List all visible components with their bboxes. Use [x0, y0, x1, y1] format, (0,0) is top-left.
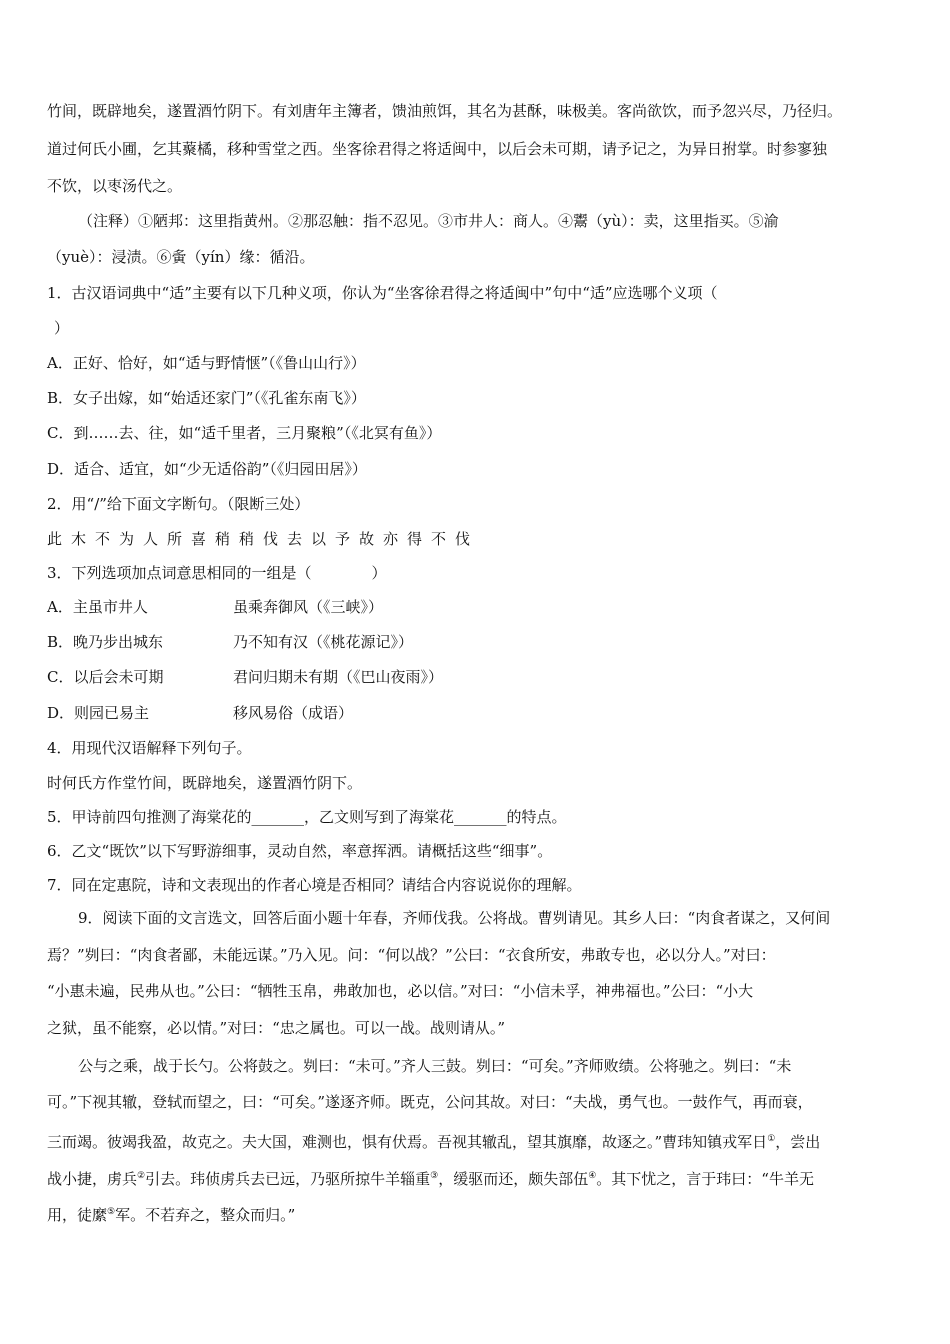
text-line: 竹间，既辟地矣，遂置酒竹阴下。有刘唐年主簿者，馈油煎饵，其名为甚酥，味极美。客尚欲饮，而予忽兴尽，乃径归。: [47, 102, 843, 120]
option-d-compare: 移风易俗（成语）: [233, 704, 354, 722]
text-line: 之狱，虽不能察，必以情。”对曰：“忠之属也。可以一战。战则请从。”: [47, 1019, 506, 1037]
option-a-compare: 虽乘奔御风（《三峡》）: [233, 598, 384, 616]
text-line: 不饮，以枣汤代之。: [47, 177, 183, 195]
option-c: C．以后会未可期: [47, 668, 164, 686]
question-stem: 3．下列选项加点词意思相同的一组是（ ）: [47, 564, 387, 582]
footnote-mark: ⑤: [107, 1207, 116, 1217]
text-line: “小惠未遍，民弗从也。”公曰：“牺牲玉帛，弗敢加也，必以信。”对曰：“小信未孚，神弗福也。”公曰：“小大: [47, 982, 754, 1000]
option-b-compare: 乃不知有汉（《桃花源记》）: [233, 633, 414, 651]
text-line: 公与之乘，战于长勺。公将鼓之。刿曰：“未可。”齐人三鼓。刿曰：“可矣。”齐师败绩。公将驰之。刿曰：“未: [78, 1057, 792, 1075]
text-line: 用，徒縻⑤军。不若弃之，整众而归。”: [47, 1206, 296, 1224]
text-line: 9．阅读下面的文言选文，回答后面小题十年春，齐师伐我。公将战。曹刿请见。其乡人曰：“肉食者谋之，又何间: [78, 909, 831, 927]
translate-sentence: 时何氏方作堂竹间，既辟地矣，遂置酒竹阴下。: [47, 774, 363, 792]
question-5: 5．甲诗前四句推测了海棠花的_______，乙文则写到了海棠花_______的特点。: [47, 808, 567, 826]
question-7: 7．同在定惠院，诗和文表现出的作者心境是否相同？请结合内容说说你的理解。: [47, 876, 582, 894]
option-d: D．适合、适宜，如“少无适俗韵”（《归园田居》）: [47, 460, 367, 478]
text-line: 可。”下视其辙，登轼而望之，曰：“可矣。”遂逐齐师。既克，公问其故。对曰：“夫战，勇气也。一鼓作气，再而衰，: [47, 1093, 813, 1111]
question-stem: 1．古汉语词典中“适”主要有以下几种义项，你认为“坐客徐君得之将适闽中”句中“适”应选哪个义项（: [47, 284, 718, 302]
text-line: 战小捷，虏兵②引去。玮侦虏兵去已远，乃驱所掠牛羊辎重③，缓驱而还，颇失部伍④。其下忧之，言于玮曰：“牛羊无: [47, 1170, 814, 1188]
question-stem: 2．用“/”给下面文字断句。（限断三处）: [47, 495, 310, 513]
footnote-mark: ②: [137, 1171, 146, 1181]
option-a: A．主虽市井人: [47, 598, 148, 616]
option-d: D．则园已易主: [47, 704, 150, 722]
option-c-compare: 君问归期未有期（《巴山夜雨》）: [233, 668, 444, 686]
footnote-mark: ④: [588, 1171, 597, 1181]
option-c: C．到……去、往，如“适千里者，三月聚粮”（《北冥有鱼》）: [47, 424, 442, 442]
option-b: B．女子出嫁，如“始适还家门”（《孔雀东南飞》）: [47, 389, 366, 407]
footnote-mark: ①: [767, 1134, 776, 1144]
option-a: A．正好、恰好，如“适与野情惬”（《鲁山山行》）: [47, 354, 366, 372]
text-line: 焉？”刿曰：“肉食者鄙，未能远谋。”乃入见。问：“何以战？”公曰：“衣食所安，弗敢专也，必以分人。”对曰：: [47, 946, 776, 964]
question-6: 6．乙文“既饮”以下写野游细事，灵动自然，率意挥洒。请概括这些“细事”。: [47, 842, 553, 860]
footnote-mark: ③: [430, 1171, 439, 1181]
note-line: （yuè）：浸渍。⑥夤（yín）缘：循沿。: [47, 248, 315, 266]
option-b: B．晚乃步出城东: [47, 633, 164, 651]
text-line: 道过何氏小圃，乞其藂橘，移种雪堂之西。坐客徐君得之将适闽中，以后会未可期，请予记之，为异日拊掌。时参寥独: [47, 140, 828, 158]
text-line: 三而竭。彼竭我盈，故克之。夫大国，难测也，惧有伏焉。吾视其辙乱，望其旗靡，故逐之。”曹玮知镇戎军日①，尝出: [47, 1133, 821, 1151]
question-stem: 4．用现代汉语解释下列句子。: [47, 739, 252, 757]
punctuation-text: 此木不为人所喜稍稍伐去以予故亦得不伐: [47, 530, 480, 548]
note-line: （注释）①陋邦：这里指黄州。②那忍触：指不忍见。③市井人：商人。④鬻（yù）：卖，这里指买。⑤渝: [78, 212, 779, 230]
answer-paren: ）: [54, 319, 70, 337]
